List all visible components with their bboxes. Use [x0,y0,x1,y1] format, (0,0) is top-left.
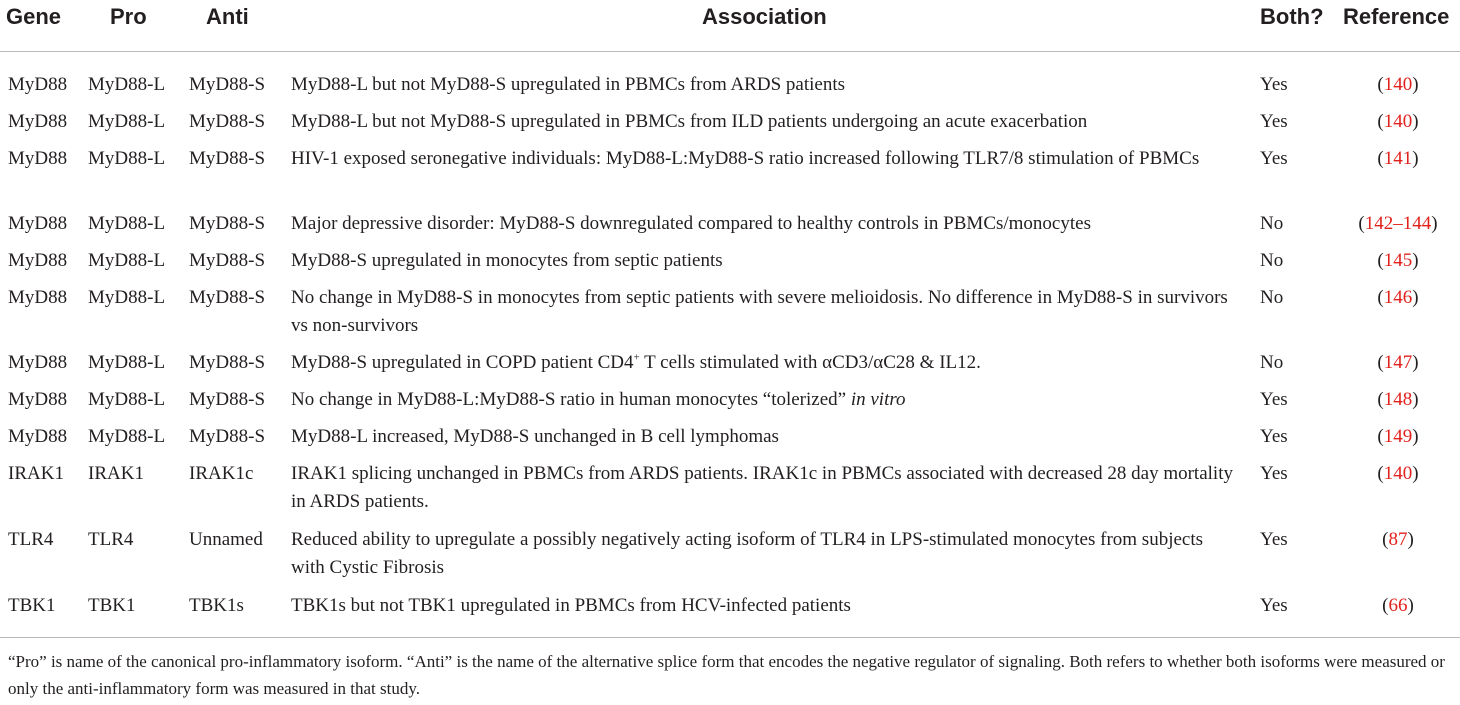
cell-pro: MyD88-L [88,111,166,132]
reference-link[interactable]: 140 [1383,463,1413,484]
cell-association: TBK1s but not TBK1 upregulated in PBMCs from HCV-infected patients [291,595,851,616]
cell-anti: TBK1s [189,595,244,616]
cell-anti: MyD88-S [189,148,266,169]
cell-pro: MyD88-L [88,426,166,447]
cell-pro: MyD88-L [88,250,166,271]
cell-anti: MyD88-S [189,213,266,234]
cell-both: No [1260,250,1284,271]
cell-pro: TBK1 [88,595,136,616]
cell-gene: MyD88 [8,213,68,234]
cell-anti: MyD88-S [189,352,266,373]
cell-reference: (141) [1377,148,1419,169]
cell-anti: MyD88-S [189,74,266,95]
cell-association: MyD88-L increased, MyD88-S unchanged in B cell lymphomas [291,426,779,447]
cell-association: MyD88-S upregulated in COPD patient CD4+ T cells stimulated with αCD3/αC28 & IL12. [291,351,981,373]
reference-link[interactable]: 140 [1383,74,1413,95]
cell-reference: (147) [1377,352,1419,373]
cell-gene: MyD88 [8,74,68,95]
cell-both: Yes [1260,111,1288,132]
cell-reference: (149) [1377,426,1419,447]
cell-association: No change in MyD88-L:MyD88-S ratio in human monocytes “tolerized” in vitro [291,389,906,410]
cell-reference: (146) [1377,287,1419,308]
cell-reference: (140) [1377,74,1419,95]
footer-rule [0,637,1460,638]
cell-both: No [1260,213,1284,234]
header-pro: Pro [110,4,147,29]
cell-both: Yes [1260,595,1288,616]
reference-link[interactable]: 141 [1383,148,1413,169]
cell-pro: MyD88-L [88,213,166,234]
header-rule [0,51,1460,52]
cell-both: Yes [1260,74,1288,95]
cell-association: MyD88-L but not MyD88-S upregulated in PBMCs from ILD patients undergoing an acute exacerbation [291,111,1088,132]
cell-both: No [1260,352,1284,373]
cell-pro: IRAK1 [88,463,144,484]
reference-link[interactable]: 148 [1383,389,1413,410]
cell-reference: (148) [1377,389,1419,410]
reference-link[interactable]: 149 [1383,426,1413,447]
header-reference: Reference [1343,4,1450,29]
cell-both: Yes [1260,148,1288,169]
cell-pro: MyD88-L [88,148,166,169]
cell-gene: MyD88 [8,250,68,271]
cell-gene: IRAK1 [8,463,64,484]
cell-both: Yes [1260,389,1288,410]
cell-gene: TLR4 [8,529,54,550]
cell-anti: MyD88-S [189,287,266,308]
cell-association: Major depressive disorder: MyD88-S downregulated compared to healthy controls in PBMCs/monocytes [291,213,1091,234]
cell-both: Yes [1260,463,1288,484]
header-both: Both? [1260,4,1324,29]
cell-gene: MyD88 [8,148,68,169]
cell-anti: IRAK1c [189,463,254,484]
cell-anti: MyD88-S [189,111,266,132]
cell-association: Reduced ability to upregulate a possibly negatively acting isoform of TLR4 in LPS-stimulated monocytes from subjects with Cystic Fibrosis [291,529,1204,578]
header-gene: Gene [6,4,62,29]
table-footnote: “Pro” is name of the canonical pro-inflammatory isoform. “Anti” is the name of the alternative splice form that encodes the negative regulator of signaling. Both refers to whether both isoforms were measured or only the anti-inflammatory form was measured in that study. [8,652,1445,698]
cell-association: HIV-1 exposed seronegative individuals: MyD88-L:MyD88-S ratio increased following TLR7/8 stimulation of PBMCs [291,148,1200,169]
cell-gene: MyD88 [8,352,68,373]
reference-link[interactable]: 142–144 [1364,213,1432,234]
cell-reference: (142–144) [1358,213,1438,234]
cell-anti: MyD88-S [189,389,266,410]
reference-link[interactable]: 140 [1383,111,1413,132]
reference-link[interactable]: 145 [1383,250,1413,271]
cell-reference: (140) [1377,463,1419,484]
cell-anti: MyD88-S [189,426,266,447]
cell-pro: TLR4 [88,529,134,550]
header-anti: Anti [206,4,249,29]
cell-pro: MyD88-L [88,74,166,95]
cell-gene: MyD88 [8,287,68,308]
cell-anti: MyD88-S [189,250,266,271]
cell-both: Yes [1260,529,1288,550]
header-association: Association [702,4,827,29]
reference-link[interactable]: 66 [1388,595,1408,616]
cell-gene: MyD88 [8,426,68,447]
cell-both: Yes [1260,426,1288,447]
cell-gene: MyD88 [8,389,68,410]
reference-link[interactable]: 146 [1383,287,1413,308]
table-header [0,0,1460,36]
cell-both: No [1260,287,1284,308]
cell-pro: MyD88-L [88,389,166,410]
cell-pro: MyD88-L [88,352,166,373]
cell-association: MyD88-L but not MyD88-S upregulated in PBMCs from ARDS patients [291,74,845,95]
cell-association: IRAK1 splicing unchanged in PBMCs from ARDS patients. IRAK1c in PBMCs associated with decreased 28 day mortality in ARDS patients. [291,463,1233,512]
cell-reference: (87) [1382,529,1414,550]
cell-anti: Unnamed [189,529,263,550]
cell-gene: TBK1 [8,595,56,616]
cell-association: No change in MyD88-S in monocytes from septic patients with severe melioidosis. No difference in MyD88-S in survivors vs non-survivors [291,287,1228,336]
cell-association: MyD88-S upregulated in monocytes from septic patients [291,250,723,271]
reference-link[interactable]: 87 [1388,529,1408,550]
cell-gene: MyD88 [8,111,68,132]
cell-reference: (140) [1377,111,1419,132]
cell-pro: MyD88-L [88,287,166,308]
cell-reference: (66) [1382,595,1414,616]
reference-link[interactable]: 147 [1383,352,1413,373]
cell-reference: (145) [1377,250,1419,271]
